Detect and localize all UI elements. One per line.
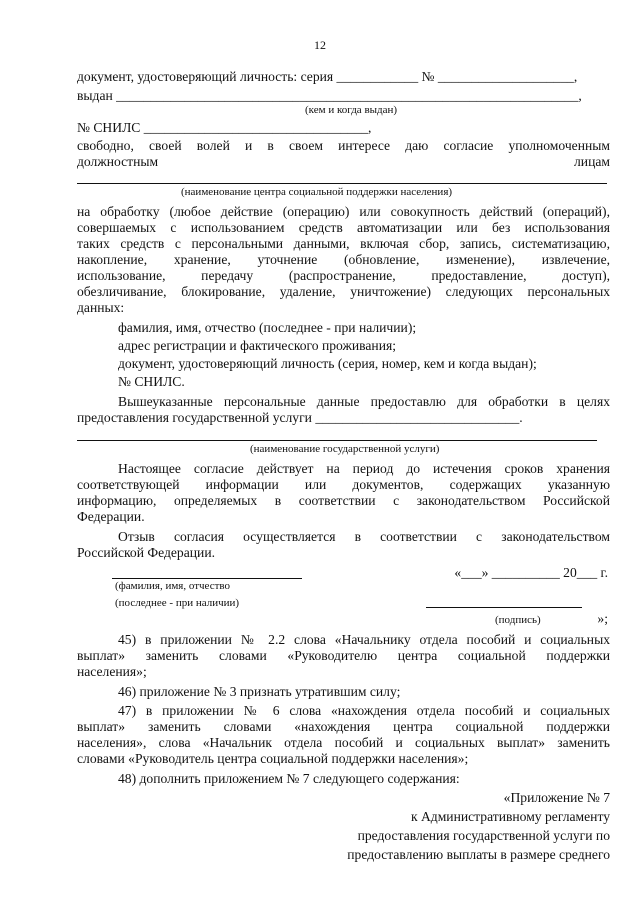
item-45-line-1: 45) в приложении № 2.2 слова «Начальнику отдела пособий и социальных xyxy=(118,632,610,647)
item-47-line-1: 47) в приложении № 6 слова «нахождения отдела пособий и социальных xyxy=(118,703,610,718)
signature-rule xyxy=(426,607,582,608)
list-item: адрес регистрации и фактического проживания; xyxy=(118,338,397,353)
caption-fio-1: (фамилия, имя, отчество xyxy=(115,580,231,592)
issued-by-line: выдан ____________________________________________________________________, xyxy=(77,88,582,103)
item-45-line-2: выплат» заменить словами «Руководителю центра социальной поддержки xyxy=(77,648,610,663)
processing-line-6: обезличивание, блокирование, удаление, уничтожение) следующих персональных xyxy=(77,284,610,299)
caption-signature: (подпись) xyxy=(495,614,541,626)
caption-service-name: (наименование государственной услуги) xyxy=(250,443,440,455)
list-item: документ, удостоверяющий личность (серия, номер, кем и когда выдан); xyxy=(118,356,537,371)
page-number: 12 xyxy=(314,38,326,52)
caption-issued-by: (кем и когда выдан) xyxy=(305,104,398,116)
purpose-line-2: предоставления государственной услуги ______________________________. xyxy=(77,410,523,425)
processing-line-3: таких средств с персональными данными, включая сбор, запись, систематизацию, xyxy=(77,236,610,251)
caption-center-name: (наименование центра социальной поддержки населения) xyxy=(181,186,453,198)
date-line: «___» __________ 20___ г. xyxy=(454,565,608,580)
fio-signature-rule xyxy=(112,578,302,579)
item-46: 46) приложение № 3 признать утратившим силу; xyxy=(118,684,401,699)
validity-line-4: Федерации. xyxy=(77,509,145,524)
officials-line xyxy=(77,154,610,170)
withdrawal-line-1: Отзыв согласия осуществляется в соответствии с законодательством xyxy=(118,529,610,544)
list-item: № СНИЛС. xyxy=(118,374,185,389)
processing-line-2: совершаемых с использованием средств автоматизации или без использования xyxy=(77,220,610,235)
item-45-line-3: населения»; xyxy=(77,664,147,679)
item-48: 48) дополнить приложением № 7 следующего содержания: xyxy=(118,771,460,786)
appendix-header-4: предоставлению выплаты в размере среднего xyxy=(347,847,610,862)
appendix-header-3: предоставления государственной услуги по xyxy=(357,828,610,843)
appendix-header-2: к Административному регламенту xyxy=(410,809,610,824)
validity-line-1: Настоящее согласие действует на период до истечения сроков хранения xyxy=(118,461,610,476)
service-name-rule xyxy=(77,440,597,441)
processing-line-7: данных: xyxy=(77,300,125,315)
appendix-header-1: «Приложение № 7 xyxy=(503,790,610,805)
item-47-line-3: населения», слова «Начальник отдела пособий и социальных выплат» заменить xyxy=(77,735,610,750)
quote-end: »; xyxy=(597,611,608,626)
purpose-line-1: Вышеуказанные персональные данные предоставлю для обработки в целях xyxy=(118,394,610,409)
center-name-rule xyxy=(77,183,607,184)
validity-line-3: информацию, определяемых в соответствии с законодательством Российской xyxy=(77,493,610,508)
withdrawal-line-2: Российской Федерации. xyxy=(77,545,215,560)
id-document-line: документ, удостоверяющий личность: серия ____________ № ____________________, xyxy=(77,69,578,84)
list-item: фамилия, имя, отчество (последнее - при наличии); xyxy=(118,320,417,335)
item-47-line-4: словами «Руководитель центра социальной поддержки населения»; xyxy=(77,751,469,766)
item-47-line-2: выплат» заменить словами «нахождения центра социальной поддержки xyxy=(77,719,610,734)
consent-line: свободно, своей волей и в своем интересе даю согласие уполномоченным xyxy=(77,138,610,153)
persons-word: лицам xyxy=(574,154,610,169)
validity-line-2: соответствующей информации или документов, содержащих указанную xyxy=(77,477,610,492)
processing-line-4: накопление, хранение, уточнение (обновление, изменение), извлечение, xyxy=(77,252,610,267)
snils-line: № СНИЛС _________________________________, xyxy=(77,120,372,135)
processing-line-1: на обработку (любое действие (операцию) или совокупность действий (операций), xyxy=(77,204,610,219)
caption-fio-2: (последнее - при наличии) xyxy=(115,597,240,609)
officials-word: должностным xyxy=(77,154,159,169)
processing-line-5: использование, передачу (распространение, предоставление, доступ), xyxy=(77,268,610,283)
